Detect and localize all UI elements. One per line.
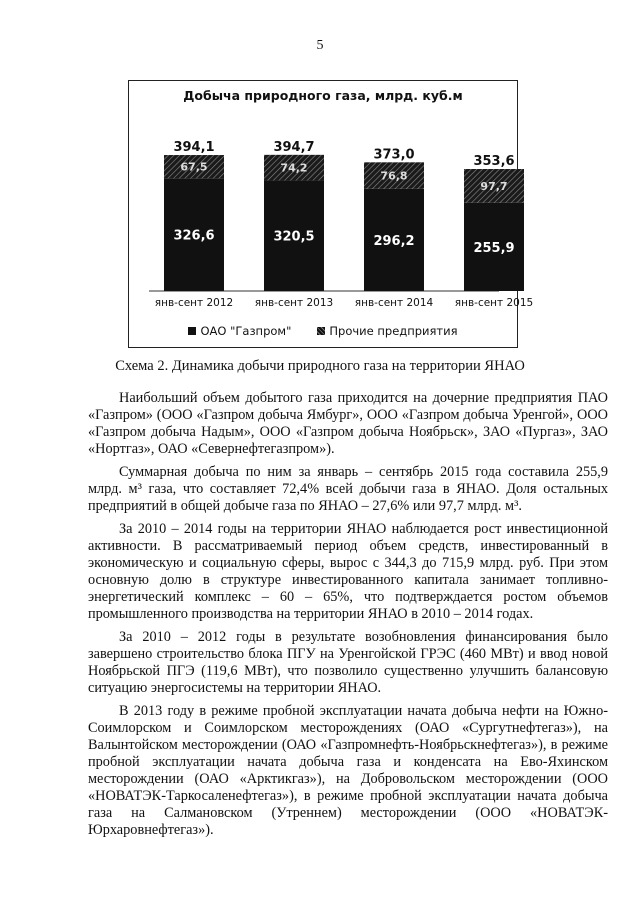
paragraph: Наибольший объем добытого газа приходится на дочерние предприятия ПАО «Газпром» (ООО «Газпром добыча Ямбург», ООО «Газпром добыча Уренгой», ООО «Газпром добыча Надым», ООО «Газпром добыча Ноябрьск», ЗАО «Пургаз», ЗАО «Нортгаз», ОАО «Севернефтегазпром»). — [88, 390, 608, 457]
data-label-other: 67,5 — [180, 160, 208, 174]
paragraph: За 2010 – 2014 годы на территории ЯНАО наблюдается рост инвестиционной активности. В рассматриваемый период объем средств, инвестированный в экономическую и социальную сферы, вырос с 344,3 до 715,9 млрд. руб. При этом основную долю в структуре инвестированного капитала занимает топливно-энергетический комплекс – 60 – 65%, что подтверждается ростом объемов промышленного производства на территории ЯНАО в 2010 – 2014 годах. — [88, 521, 608, 622]
total-label: 394,1 — [173, 140, 215, 156]
data-label-gazprom: 296,2 — [373, 233, 415, 249]
legend-swatch-gazprom — [188, 327, 196, 335]
legend-item-gazprom — [188, 324, 291, 338]
paragraph: Суммарная добыча по ним за январь – сентябрь 2015 года составила 255,9 млрд. м³ газа, что составляет 72,4% всей добычи газа в ЯНАО. Доля остальных предприятий в общей добыче газа по ЯНАО – 27,6% или 97,7 млрд. м³. — [88, 464, 608, 514]
page-number: 5 — [316, 38, 324, 53]
x-tick-label: янв-сент 2013 — [254, 297, 334, 309]
x-tick-label: янв-сент 2012 — [154, 297, 234, 309]
chart-legend — [129, 324, 517, 338]
paragraph: В 2013 году в режиме пробной эксплуатации начата добыча нефти на Южно-Соимлорском и Соимлорском месторождениях (ОАО «Сургутнефтегаз»), на Валынтойском месторождении (ОАО «Газпромнефть-Ноябрьскнефтегаз»), в режиме пробной эксплуатации начата добыча газа и конденсата на Ево-Яхинском месторождении (ОАО «Арктикгаз»), на Добровольском месторождении (ООО «НОВАТЭК-Таркосаленефтегаз»), в режиме пробной эксплуатации начата добыча газа на Салмановском (Утреннем) месторождении (ООО «НОВАТЭК-Юрхаровнефтегаз»). — [88, 703, 608, 838]
data-label-gazprom: 326,6 — [173, 228, 215, 244]
data-label-gazprom: 320,5 — [273, 229, 315, 245]
x-tick-label: янв-сент 2015 — [454, 297, 534, 309]
legend-label-gazprom: ОАО "Газпром" — [200, 324, 292, 338]
chart-plot — [129, 81, 534, 321]
x-tick-label: янв-сент 2014 — [354, 297, 434, 309]
body-text — [88, 390, 608, 845]
paragraph: За 2010 – 2012 годы в результате возобновления финансирования было завершено строительство блока ПГУ на Уренгойской ГРЭС (460 МВт) и ввод новой Ноябрьской ПГЭ (119,6 МВт), что позволило существенно улучшить балансовую ситуацию энергосистемы на территории ЯНАО. — [88, 629, 608, 696]
legend-item-other — [317, 324, 457, 338]
chart-title: Добыча природного газа, млрд. куб.м — [183, 88, 463, 103]
total-label: 373,0 — [373, 147, 415, 163]
figure-caption: Схема 2. Динамика добычи природного газа на территории ЯНАО — [115, 358, 525, 374]
total-label: 353,6 — [473, 154, 515, 170]
data-label-other: 74,2 — [280, 161, 308, 175]
data-label-gazprom: 255,9 — [473, 240, 515, 256]
legend-label-other: Прочие предприятия — [329, 324, 458, 338]
data-label-other: 76,8 — [380, 169, 408, 183]
chart — [128, 80, 534, 348]
data-label-other: 97,7 — [480, 179, 508, 193]
total-label: 394,7 — [273, 139, 315, 155]
legend-swatch-other — [317, 327, 325, 335]
